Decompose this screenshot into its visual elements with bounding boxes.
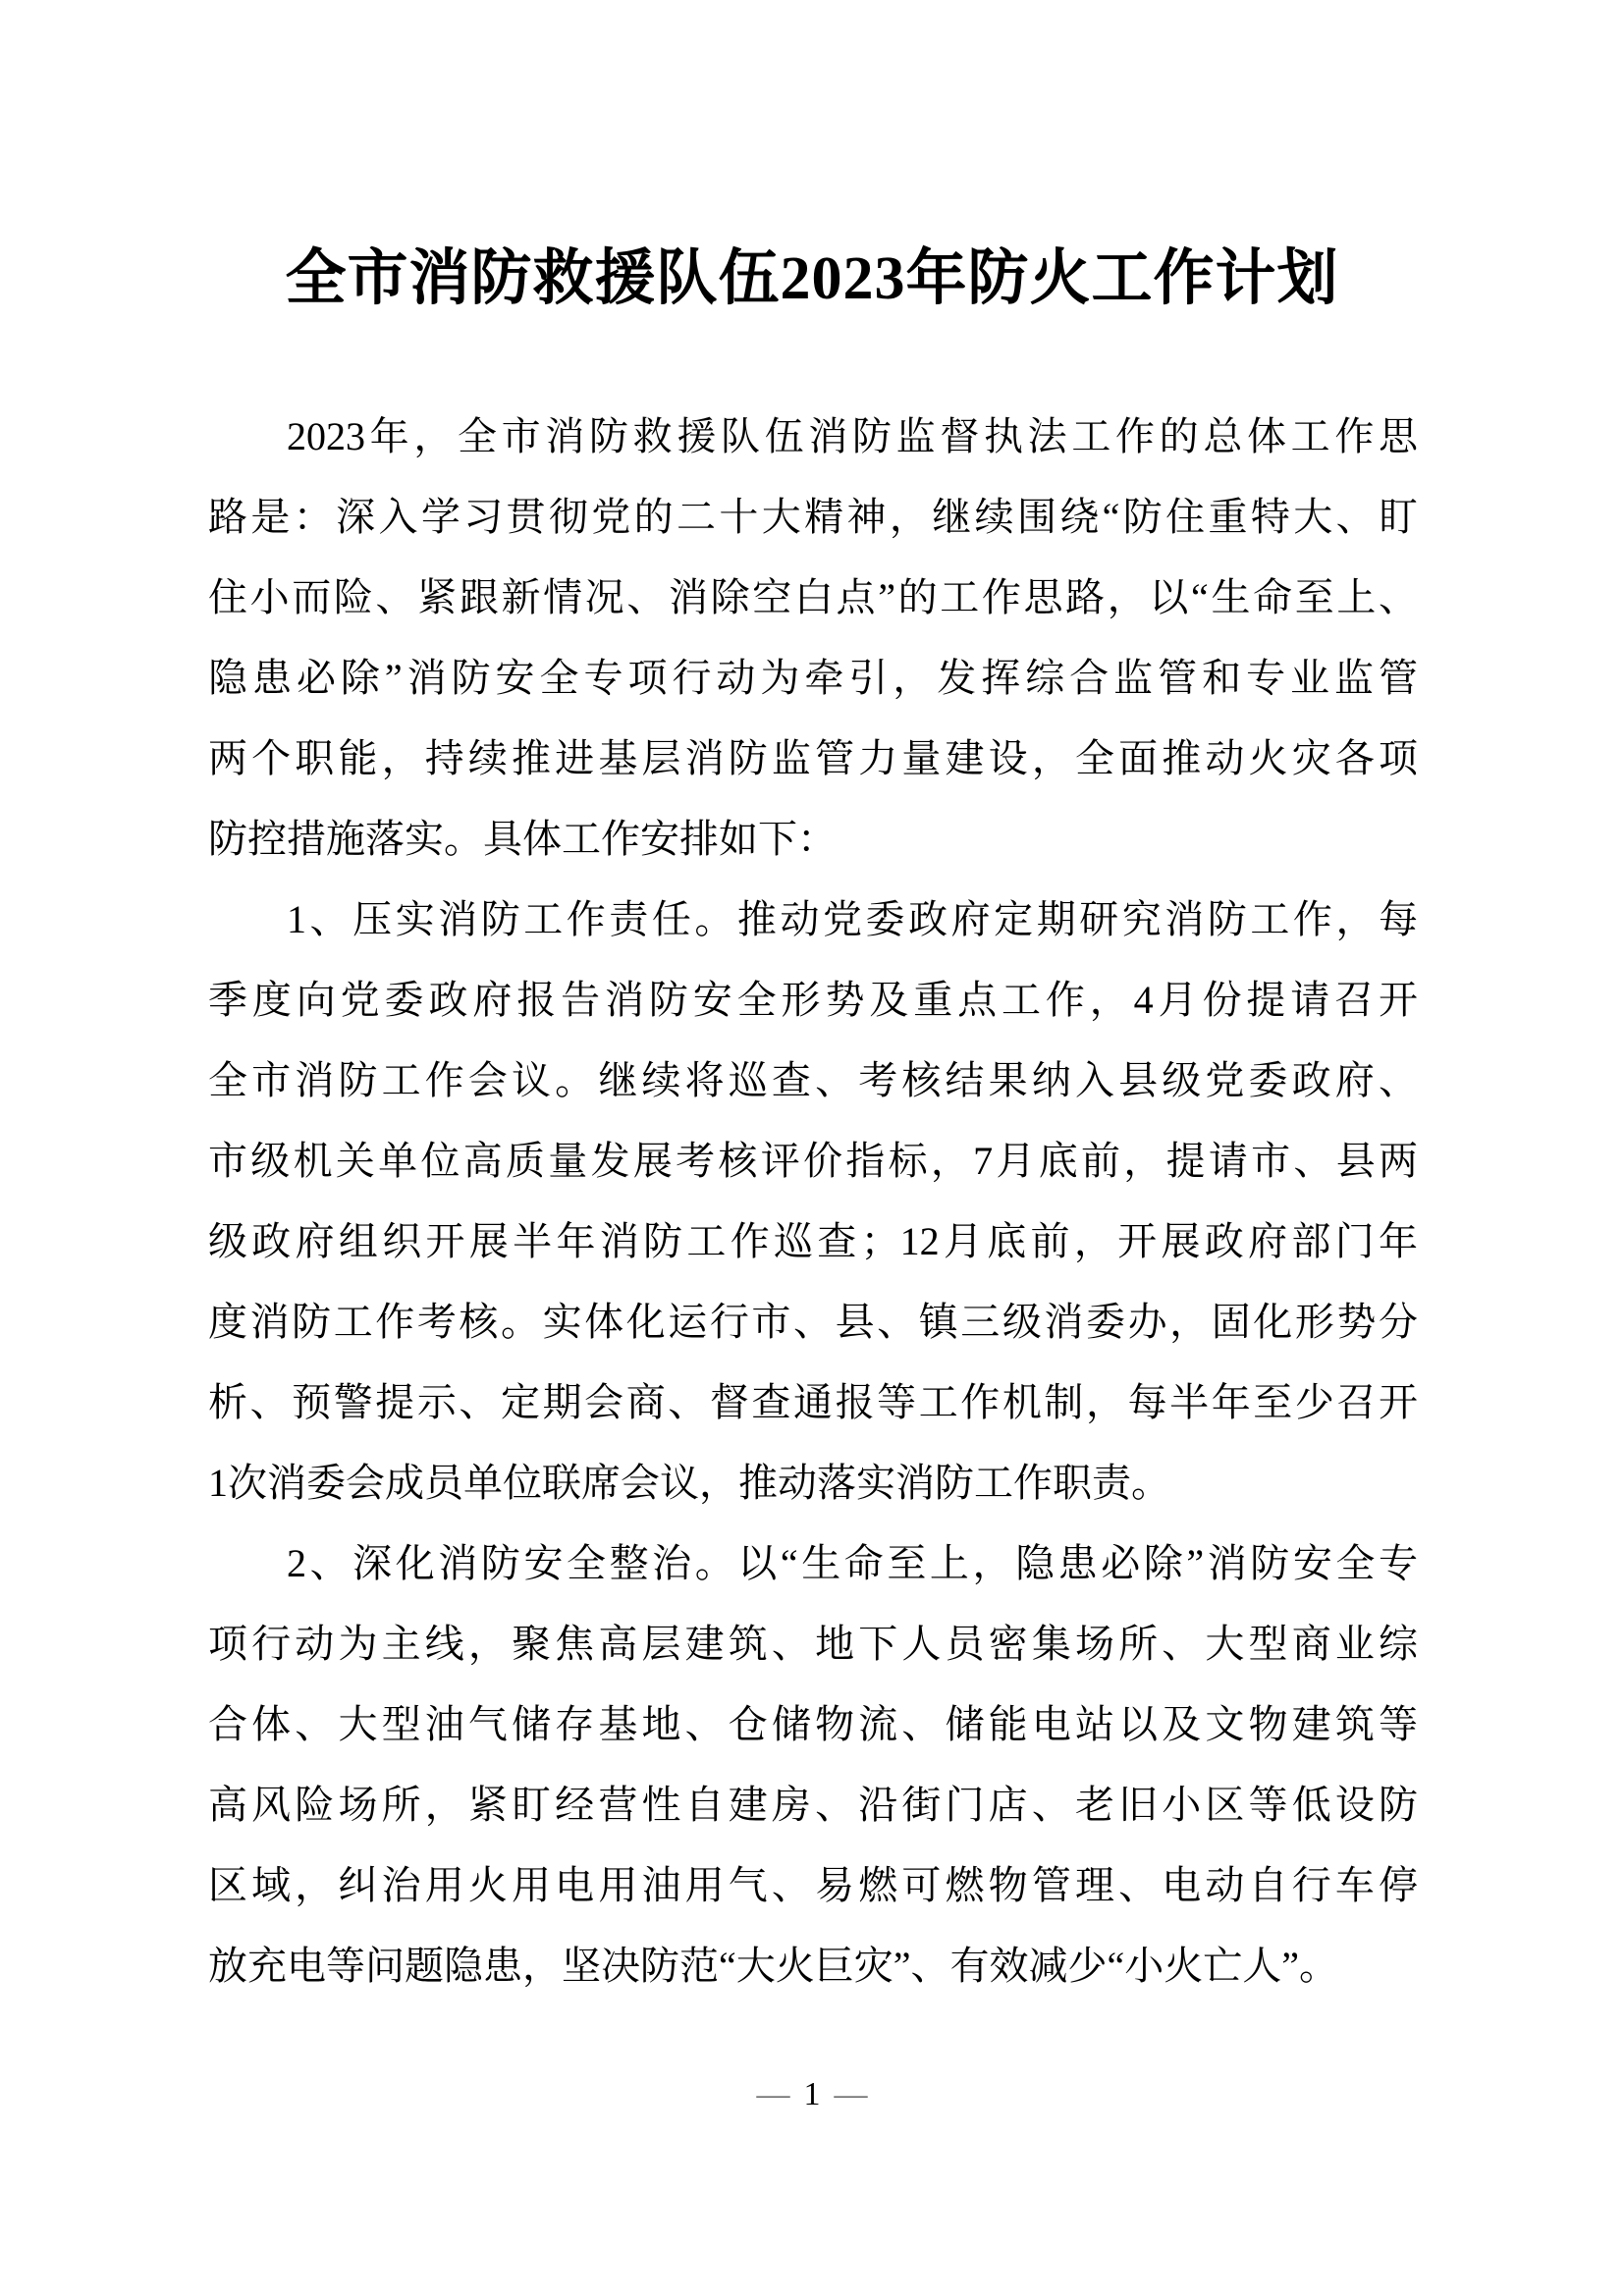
body-line: 合体、大型油气储存基地、仓储物流、储能电站以及文物建筑等: [208, 1702, 1418, 1746]
body-line: 级政府组织开展半年消防工作巡查；12月底前，开展政府部门年: [208, 1219, 1418, 1263]
body-line: 隐患必除”消防安全专项行动为牵引，发挥综合监管和专业监管: [208, 656, 1418, 700]
body-line: 市级机关单位高质量发展考核评价指标，7月底前，提请市、县两: [208, 1139, 1418, 1183]
body-line: 两个职能，持续推进基层消防监管力量建设，全面推动火灾各项: [208, 736, 1418, 780]
body-line: 度消防工作考核。实体化运行市、县、镇三级消委办，固化形势分: [208, 1300, 1418, 1344]
document-title: 全市消防救援队伍2023年防火工作计划: [285, 245, 1339, 312]
body-line: 2、深化消防安全整治。以“生命至上，隐患必除”消防安全专: [287, 1541, 1418, 1585]
body-line: 2023年，全市消防救援队伍消防监督执法工作的总体工作思: [287, 414, 1418, 458]
footer-dash-right: —: [834, 2076, 868, 2112]
body-line: 项行动为主线，聚焦高层建筑、地下人员密集场所、大型商业综: [208, 1622, 1418, 1666]
body-line: 路是：深入学习贯彻党的二十大精神，继续围绕“防住重特大、盯: [208, 495, 1418, 539]
body-line: 季度向党委政府报告消防安全形势及重点工作，4月份提请召开: [208, 978, 1418, 1022]
document-body: [208, 397, 1418, 2006]
footer-dash-left: —: [756, 2076, 790, 2112]
body-line: 析、预警提示、定期会商、督查通报等工作机制，每半年至少召开: [208, 1380, 1418, 1424]
page-number: 1: [803, 2076, 821, 2112]
body-line: 放充电等问题隐患，坚决防范“大火巨灾”、有效减少“小火亡人”。: [208, 1944, 1339, 1988]
body-line: 住小而险、紧跟新情况、消除空白点”的工作思路，以“生命至上、: [208, 575, 1418, 619]
body-line: 1、压实消防工作责任。推动党委政府定期研究消防工作，每: [287, 897, 1418, 941]
body-line: 高风险场所，紧盯经营性自建房、沿街门店、老旧小区等低设防: [208, 1783, 1418, 1827]
body-line: 1次消委会成员单位联席会议，推动落实消防工作职责。: [208, 1461, 1170, 1505]
body-line: 防控措施落实。具体工作安排如下：: [208, 817, 837, 861]
page-footer: [0, 2073, 1624, 2116]
body-line: 区域，纠治用火用电用油用气、易燃可燃物管理、电动自行车停: [208, 1863, 1418, 1907]
body-line: 全市消防工作会议。继续将巡查、考核结果纳入县级党委政府、: [208, 1058, 1418, 1102]
